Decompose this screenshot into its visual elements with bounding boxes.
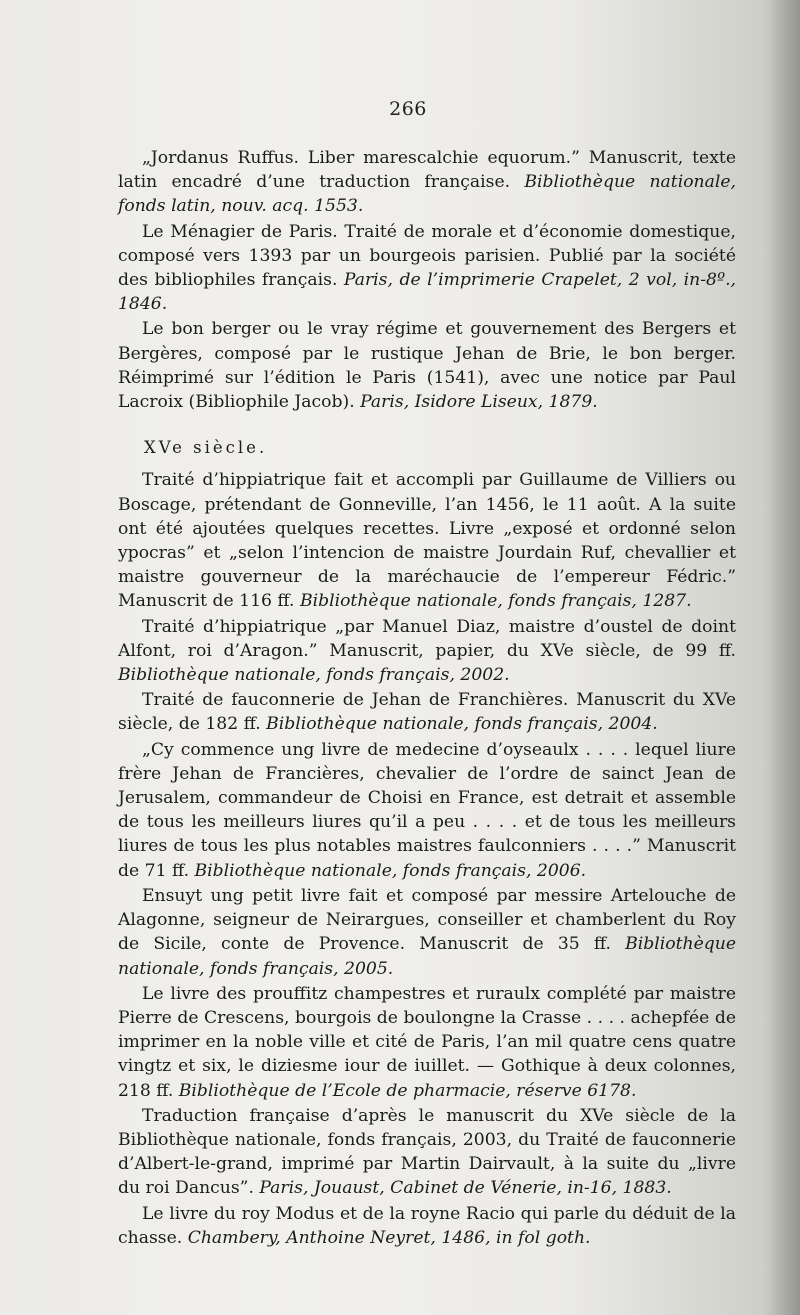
entry-text: Le Ménagier de Paris. Traité de morale et d’économie domestique, composé vers 1393 par un bourgeois parisien. Publié par la société des bibliophiles français.	[118, 221, 736, 291]
page-number: 266	[389, 98, 427, 120]
page-text	[118, 146, 736, 1251]
entry-text: Traité de fauconnerie de Jehan de Franchières. Manuscrit du XVe siècle, de 182 ff.	[118, 690, 736, 735]
bibliography-entry	[118, 317, 736, 414]
bibliography-entry	[118, 1202, 736, 1250]
entry-text: Le livre du roy Modus et de la royne Racio qui parle du déduit de la chasse.	[118, 1203, 736, 1248]
bibliography-entry	[118, 982, 736, 1103]
entry-text: Traité d’hippiatrique fait et accompli par Guillaume de Villiers ou Boscage, prétendant de Gonneville, l’an 1456, le 11 août. A la suite ont été ajoutées quelques recettes. Livre „exposé et ordonné selon ypocras” et „selon l’intencion de maistre Jourdain Ruf, chevallier et maistre gouverneur de la maréchaucie de l’empereur Fédric.” Manuscrit de 116 ff.	[118, 470, 736, 612]
entry-text: Traduction française d’après le manuscrit du XVe siècle de la Bibliothèque nationale, fonds français, 2003, du Traité de fauconnerie d’Albert-le-grand, imprimé par Martin Dairvault, à la suite du „livre du roi Dancus”.	[118, 1105, 736, 1199]
bibliography-entry	[118, 146, 736, 219]
section-heading: XVe siècle.	[144, 438, 268, 458]
entry-citation: Paris, Isidore Liseux, 1879.	[360, 392, 598, 413]
bibliography-entry	[118, 468, 736, 613]
entry-citation: Bibliothèque nationale, fonds français, 1287.	[299, 591, 692, 612]
entry-text: „Cy commence ung livre de medecine d’oyseaulx . . . . lequel liure frère Jehan de Francières, chevalier de l’ordre de sainct Jean de Jerusalem, commandeur de Choisi en France, est detrait et assemble de tous les meilleurs liures qu’il a peu . . . . et de tous les meilleurs liures de tous les plus notables maistres faulconniers . . . .” Manuscrit de 71 ff.	[118, 739, 736, 881]
entry-citation: Chambery, Anthoine Neyret, 1486, in fol goth.	[187, 1227, 591, 1248]
entry-citation: Bibliothèque nationale, fonds français, 2006.	[194, 860, 587, 881]
bibliography-entry	[118, 738, 736, 883]
entry-citation: Bibliothèque nationale, fonds français, 2005.	[118, 934, 736, 979]
bibliography-entry	[118, 688, 736, 736]
entry-citation: Bibliothèque de l’Ecole de pharmacie, réserve 6178.	[178, 1080, 637, 1101]
bibliography-entry	[118, 220, 736, 317]
entry-text: „Jordanus Ruffus. Liber marescalchie equorum.” Manuscrit, texte latin encadré d’une traduction française.	[118, 148, 736, 193]
entry-text: Le bon berger ou le vray régime et gouvernement des Bergers et Bergères, composé par le rustique Jehan de Brie, le bon berger. Réimprimé sur l’édition le Paris (1541), avec une notice par Paul Lacroix (Bibliophile Jacob).	[118, 319, 736, 413]
bibliography-entry	[118, 1104, 736, 1201]
page-gutter-shadow	[766, 0, 800, 1315]
entry-citation: Bibliothèque nationale, fonds latin, nouv. acq. 1553.	[118, 172, 736, 217]
entry-citation: Paris, Jouaust, Cabinet de Vénerie, in-16, 1883.	[259, 1178, 672, 1199]
entry-text: Traité d’hippiatrique „par Manuel Diaz, maistre d’oustel de doint Alfont, roi d’Aragon.” Manuscrit, papier, du XVe siècle, de 99 ff.	[118, 616, 736, 661]
entry-citation: Paris, de l’imprimerie Crapelet, 2 vol, in-8º., 1846.	[118, 270, 736, 315]
bibliography-entry	[118, 884, 736, 981]
entry-text: Ensuyt ung petit livre fait et composé par messire Artelouche de Alagonne, seigneur de Neirargues, conseiller et chamberlent du Roy de Sicile, conte de Provence. Manuscrit de 35 ff.	[118, 885, 736, 955]
entry-text: Le livre des prouffitz champestres et ruraulx complété par maistre Pierre de Crescens, bourgois de boulongne la Crasse . . . . achepfée de imprimer en la noble ville et cité de Paris, l’an mil quatre cens quatre vingtz et six, le diziesme iour de iuillet. — Gothique à deux colonnes, 218 ff.	[118, 983, 736, 1101]
entry-citation: Bibliothèque nationale, fonds français, 2004.	[266, 714, 658, 735]
bibliography-entry	[118, 615, 736, 688]
entry-citation: Bibliothèque nationale, fonds français, 2002.	[118, 665, 510, 686]
